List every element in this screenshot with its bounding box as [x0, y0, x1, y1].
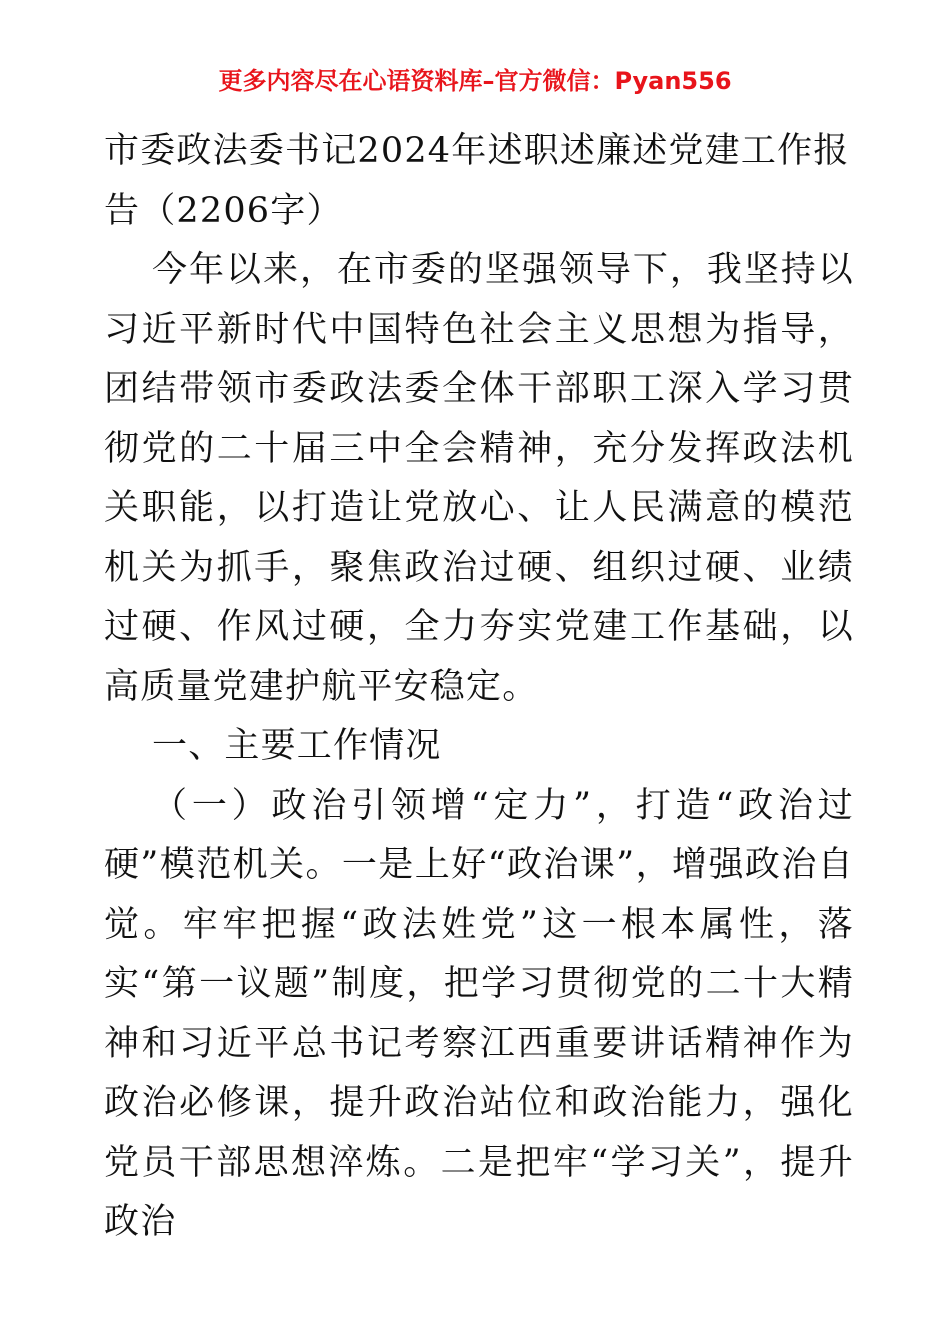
- subsection-paragraph: （一）政治引领增“定力”，打造“政治过硬”模范机关。一是上好“政治课”，增强政治自觉。牢牢把握“政法姓党”这一根本属性，落实“第一议题”制度，把学习贯彻党的二十大精神和习近平总书记考察江西重要讲话精神作为政治必修课，提升政治站位和政治能力，强化党员干部思想淬炼。二是把牢“学习关”，提升政治: [104, 785, 854, 1242]
- intro-paragraph: 今年以来，在市委的坚强领导下，我坚持以习近平新时代中国特色社会主义思想为指导，团结带领市委政法委全体干部职工深入学习贯彻党的二十届三中全会精神，充分发挥政法机关职能，以打造让党放心、让人民满意的模范机关为抓手，聚焦政治过硬、组织过硬、业绩过硬、作风过硬，全力夯实党建工作基础，以高质量党建护航平安稳定。: [104, 250, 854, 707]
- promo-banner: 更多内容尽在心语资料库–官方微信：Pyan556: [218, 67, 732, 95]
- section-heading: 一、主要工作情况: [152, 726, 442, 766]
- document-title: 市委政法委书记2024年述职述廉述党建工作报告（2206字）: [104, 131, 850, 231]
- document-body: [104, 122, 854, 1253]
